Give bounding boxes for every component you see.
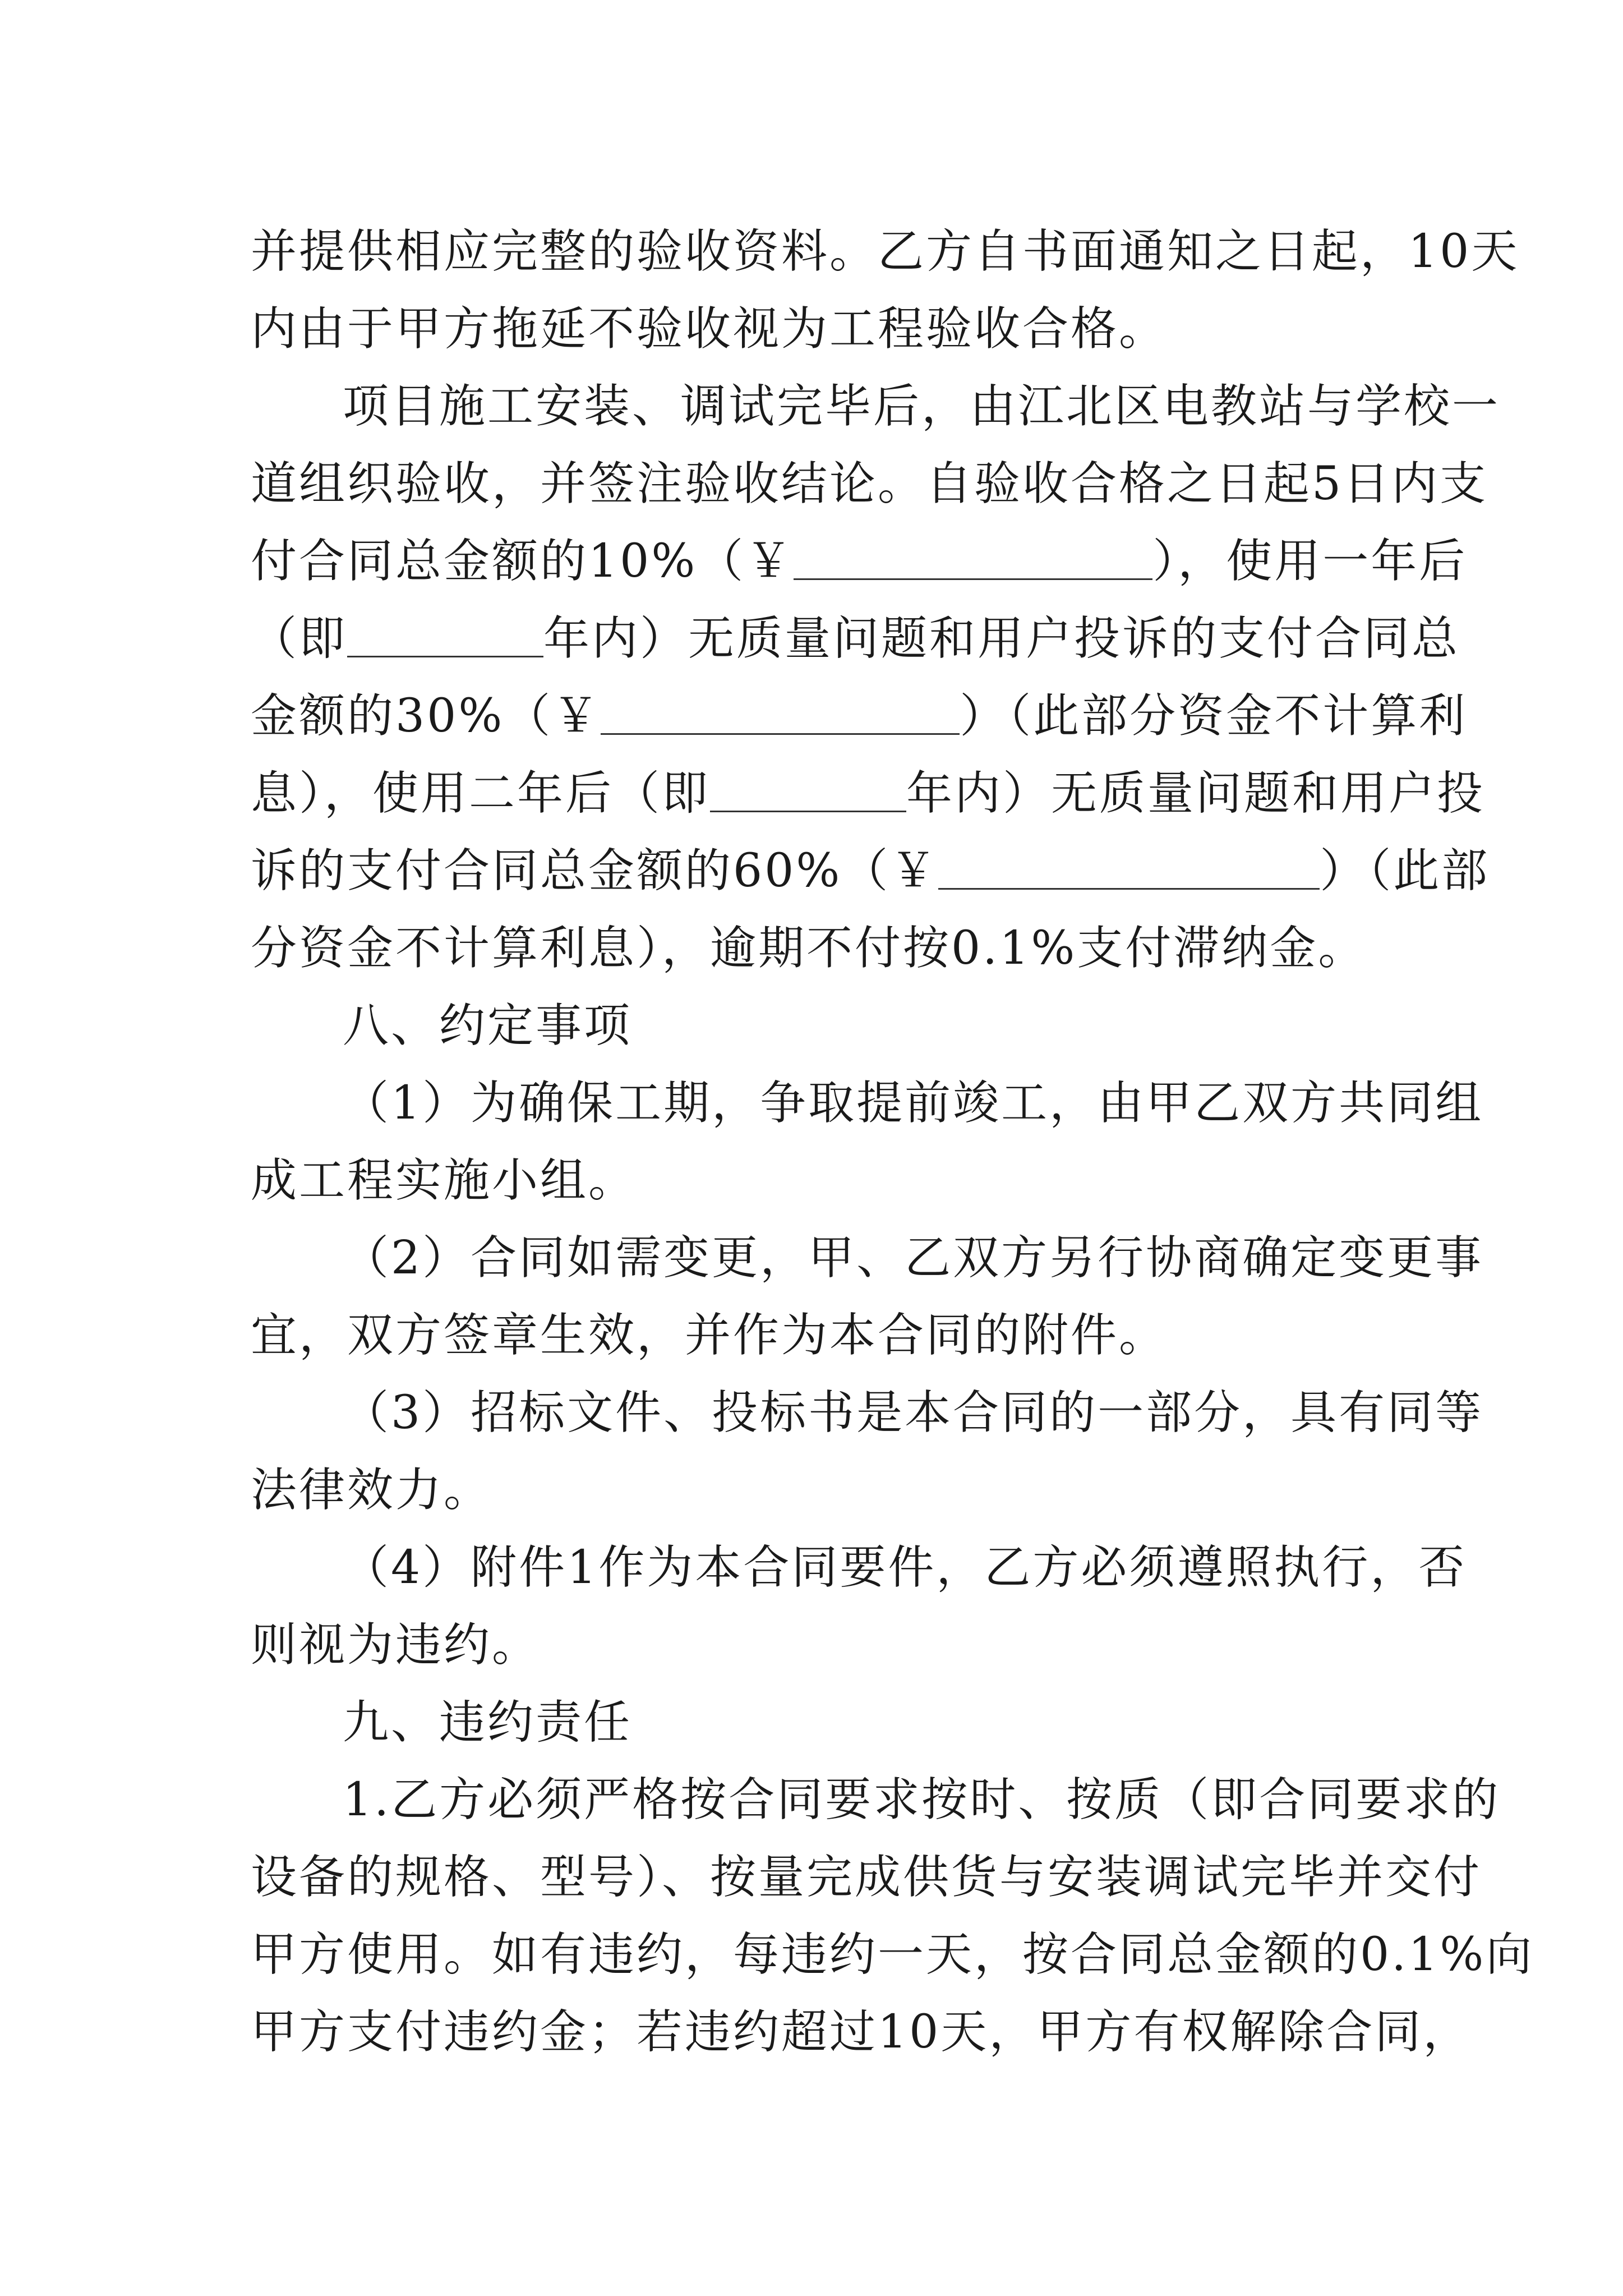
blank-year-2 <box>710 765 906 812</box>
line: （1）为确保工期，争取提前竣工，由甲乙双方共同组 <box>343 1076 1484 1130</box>
line: 甲方支付违约金；若违约超过10天，甲方有权解除合同， <box>251 2005 1472 2059</box>
line: 道组织验收，并签注验收结论。自验收合格之日起5日内支 <box>251 457 1488 510</box>
text: 年内）无质量问题和用户投诉的支付合同总 <box>543 612 1460 665</box>
line <box>251 600 1460 678</box>
blank-amount-10pct <box>794 532 1152 580</box>
line: 并提供相应完整的验收资料。乙方自书面通知之日起，10天 <box>251 225 1520 278</box>
text: 付合同总金额的10%（￥ <box>251 535 794 588</box>
text: ）（此部分资金不计算利 <box>960 689 1468 743</box>
text: ），使用一年后 <box>1152 535 1468 588</box>
line: 内由于甲方拖延不验收视为工程验收合格。 <box>251 302 1168 356</box>
blank-amount-30pct <box>601 687 960 735</box>
text: ）（此部 <box>1320 844 1490 898</box>
line: （2）合同如需变更，甲、乙双方另行协商确定变更事 <box>343 1231 1484 1285</box>
line: 则视为违约。 <box>251 1618 541 1672</box>
line: （4）附件1作为本合同要件，乙方必须遵照执行，否 <box>343 1541 1467 1594</box>
text: 金额的30%（￥ <box>251 689 601 743</box>
line: 法律效力。 <box>251 1464 492 1517</box>
line: 项目施工安装、调试完毕后，由江北区电教站与学校一 <box>343 380 1501 433</box>
line: 成工程实施小组。 <box>251 1154 637 1207</box>
line <box>251 678 1468 755</box>
text: 诉的支付合同总金额的60%（￥ <box>251 844 939 898</box>
line: （3）招标文件、投标书是本合同的一部分，具有同等 <box>343 1386 1484 1439</box>
blank-amount-60pct <box>938 842 1320 890</box>
text: 息），使用二年后（即 <box>251 767 711 820</box>
line: 分资金不计算利息），逾期不付按0.1%支付滞纳金。 <box>251 922 1367 975</box>
line <box>251 523 1468 600</box>
text: 年内）无质量问题和用户投 <box>906 767 1486 820</box>
section-heading: 九、违约责任 <box>343 1696 633 1749</box>
line <box>251 832 1490 910</box>
line: 甲方使用。如有违约，每违约一天，按合同总金额的0.1%向 <box>251 1928 1534 1981</box>
line <box>251 755 1486 832</box>
document-body <box>251 213 1534 2071</box>
text: （即 <box>251 612 348 665</box>
blank-year-1 <box>347 610 543 657</box>
section-heading: 八、约定事项 <box>343 999 633 1052</box>
line: 宜，双方签章生效，并作为本合同的附件。 <box>251 1309 1168 1362</box>
line: 设备的规格、型号）、按量完成供货与安装调试完毕并交付 <box>251 1851 1482 1904</box>
line: 1.乙方必须严格按合同要求按时、按质（即合同要求的 <box>343 1773 1501 1826</box>
